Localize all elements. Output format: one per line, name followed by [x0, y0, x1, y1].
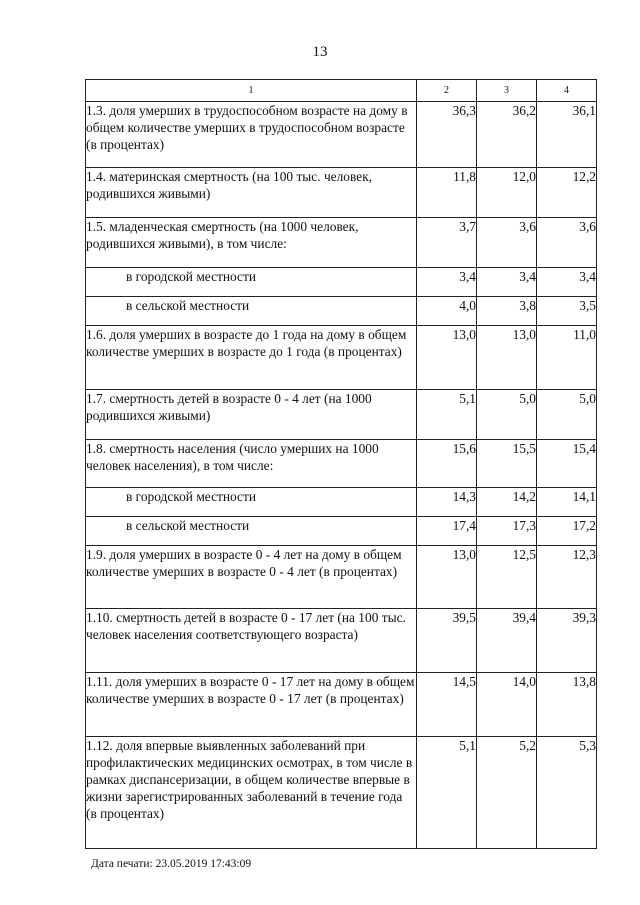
row-value: 3,4: [417, 268, 477, 297]
row-value: 3,4: [477, 268, 537, 297]
row-value: 36,1: [537, 102, 597, 168]
row-label: 1.10. смертность детей в возрасте 0 - 17 лет (на 100 тыс. человек населения соответствующего возраста): [86, 609, 417, 673]
row-label: 1.3. доля умерших в трудоспособном возрасте на дому в общем количестве умерших в трудоспособном возрасте (в процентах): [86, 102, 417, 168]
table-row: [86, 102, 597, 168]
header-cell: 1: [86, 80, 417, 102]
row-value: 13,0: [477, 326, 537, 390]
table-row: [86, 546, 597, 609]
row-value: 13,8: [537, 673, 597, 737]
table-body: [86, 80, 597, 849]
row-value: 39,3: [537, 609, 597, 673]
row-value: 3,6: [537, 218, 597, 268]
row-label: 1.12. доля впервые выявленных заболеваний при профилактических медицинских осмотрах, в том числе в рамках диспансеризации, в общем количестве впервые в жизни зарегистрированных заболеваний в течение года (в процентах): [86, 737, 417, 849]
row-label: 1.5. младенческая смертность (на 1000 человек, родившихся живыми), в том числе:: [86, 218, 417, 268]
row-label: 1.4. материнская смертность (на 100 тыс. человек, родившихся живыми): [86, 168, 417, 218]
row-value: 3,7: [417, 218, 477, 268]
row-value: 14,0: [477, 673, 537, 737]
table-row: [86, 268, 597, 297]
row-value: 12,3: [537, 546, 597, 609]
table-row: [86, 609, 597, 673]
row-label: в сельской местности: [86, 517, 417, 546]
row-value: 15,5: [477, 440, 537, 488]
row-value: 11,8: [417, 168, 477, 218]
row-value: 13,0: [417, 326, 477, 390]
row-value: 5,0: [537, 390, 597, 440]
row-label: в городской местности: [86, 488, 417, 517]
row-value: 3,8: [477, 297, 537, 326]
row-value: 39,4: [477, 609, 537, 673]
row-label: 1.8. смертность населения (число умерших на 1000 человек населения), в том числе:: [86, 440, 417, 488]
page-number: 13: [312, 44, 328, 60]
row-value: 36,3: [417, 102, 477, 168]
row-label: в городской местности: [86, 268, 417, 297]
table-row: [86, 517, 597, 546]
row-value: 3,5: [537, 297, 597, 326]
row-value: 4,0: [417, 297, 477, 326]
row-value: 13,0: [417, 546, 477, 609]
header-cell: 3: [477, 80, 537, 102]
row-value: 15,4: [537, 440, 597, 488]
row-value: 14,5: [417, 673, 477, 737]
header-cell: 4: [537, 80, 597, 102]
table-row: [86, 297, 597, 326]
row-value: 5,3: [537, 737, 597, 849]
row-value: 17,3: [477, 517, 537, 546]
row-value: 12,5: [477, 546, 537, 609]
print-date: Дата печати: 23.05.2019 17:43:09: [91, 858, 252, 870]
header-cell: 2: [417, 80, 477, 102]
table-row: [86, 168, 597, 218]
row-label: 1.6. доля умерших в возрасте до 1 года на дому в общем количестве умерших в возрасте до 1 года (в процентах): [86, 326, 417, 390]
table-row: [86, 218, 597, 268]
row-value: 5,1: [417, 737, 477, 849]
row-value: 14,1: [537, 488, 597, 517]
row-value: 14,3: [417, 488, 477, 517]
row-value: 39,5: [417, 609, 477, 673]
row-value: 3,6: [477, 218, 537, 268]
row-value: 12,2: [537, 168, 597, 218]
row-value: 36,2: [477, 102, 537, 168]
row-value: 17,4: [417, 517, 477, 546]
table-row: [86, 390, 597, 440]
row-value: 14,2: [477, 488, 537, 517]
row-value: 5,2: [477, 737, 537, 849]
table-row: [86, 737, 597, 849]
row-label: 1.9. доля умерших в возрасте 0 - 4 лет на дому в общем количестве умерших в возрасте 0 - 4 лет (в процентах): [86, 546, 417, 609]
table-row: [86, 440, 597, 488]
row-value: 11,0: [537, 326, 597, 390]
table-row: [86, 326, 597, 390]
row-value: 12,0: [477, 168, 537, 218]
table-row: [86, 488, 597, 517]
row-value: 5,0: [477, 390, 537, 440]
table-header-row: [86, 80, 597, 102]
row-label: 1.11. доля умерших в возрасте 0 - 17 лет на дому в общем количестве умерших в возрасте 0 - 17 лет (в процентах): [86, 673, 417, 737]
row-label: в сельской местности: [86, 297, 417, 326]
table-row: [86, 673, 597, 737]
row-value: 3,4: [537, 268, 597, 297]
row-value: 5,1: [417, 390, 477, 440]
row-value: 15,6: [417, 440, 477, 488]
indicators-table: [85, 79, 597, 849]
row-label: 1.7. смертность детей в возрасте 0 - 4 лет (на 1000 родившихся живыми): [86, 390, 417, 440]
row-value: 17,2: [537, 517, 597, 546]
